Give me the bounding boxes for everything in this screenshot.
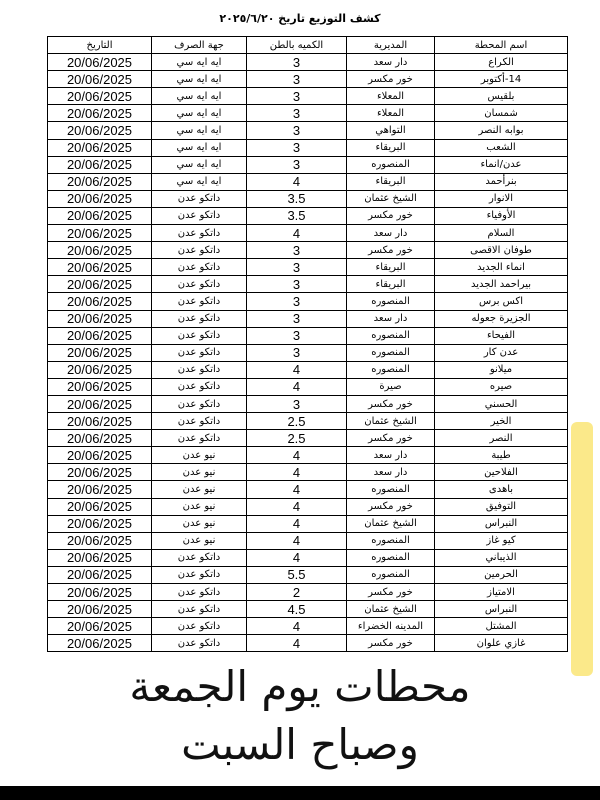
cell-directorate: التواهي <box>347 122 435 139</box>
cell-quantity: 3 <box>247 54 347 71</box>
table-row <box>48 122 568 139</box>
cell-payer: داتكو عدن <box>152 601 247 618</box>
table-row <box>48 344 568 361</box>
cell-directorate: دار سعد <box>347 310 435 327</box>
cell-quantity: 3 <box>247 156 347 173</box>
table-row <box>48 156 568 173</box>
cell-payer: نيو عدن <box>152 447 247 464</box>
cell-date: 20/06/2025 <box>48 464 152 481</box>
cell-date: 20/06/2025 <box>48 361 152 378</box>
cell-directorate: المعلاء <box>347 105 435 122</box>
cell-date: 20/06/2025 <box>48 105 152 122</box>
cell-quantity: 4 <box>247 447 347 464</box>
table-row <box>48 532 568 549</box>
cell-payer: ايه ايه سي <box>152 71 247 88</box>
cell-quantity: 3 <box>247 139 347 156</box>
cell-directorate: صيرة <box>347 378 435 395</box>
cell-directorate: خور مكسر <box>347 430 435 447</box>
table-row <box>48 276 568 293</box>
cell-payer: ايه ايه سي <box>152 156 247 173</box>
cell-quantity: 4.5 <box>247 601 347 618</box>
cell-date: 20/06/2025 <box>48 71 152 88</box>
cell-directorate: المدينه الخضراء <box>347 618 435 635</box>
cell-quantity: 3 <box>247 327 347 344</box>
cell-quantity: 4 <box>247 635 347 652</box>
cell-payer: داتكو عدن <box>152 259 247 276</box>
cell-payer: داتكو عدن <box>152 430 247 447</box>
table-body <box>48 54 568 652</box>
table-row <box>48 54 568 71</box>
cell-date: 20/06/2025 <box>48 293 152 310</box>
table-row <box>48 242 568 259</box>
cell-date: 20/06/2025 <box>48 344 152 361</box>
table-row <box>48 635 568 652</box>
cell-station: اكس برس <box>435 293 568 310</box>
cell-station: السلام <box>435 225 568 242</box>
cell-date: 20/06/2025 <box>48 549 152 566</box>
cell-directorate: المعلاء <box>347 88 435 105</box>
cell-station: بيراحمد الجديد <box>435 276 568 293</box>
cell-date: 20/06/2025 <box>48 139 152 156</box>
cell-directorate: البريقاء <box>347 276 435 293</box>
cell-station: 14-أكتوبر <box>435 71 568 88</box>
cell-date: 20/06/2025 <box>48 276 152 293</box>
table-row <box>48 395 568 412</box>
cell-quantity: 4 <box>247 481 347 498</box>
cell-station: التوفيق <box>435 498 568 515</box>
table-row <box>48 464 568 481</box>
cell-directorate: البريقاء <box>347 259 435 276</box>
cell-quantity: 2.5 <box>247 413 347 430</box>
table-row <box>48 190 568 207</box>
cell-quantity: 3 <box>247 242 347 259</box>
cell-directorate: المنصوره <box>347 549 435 566</box>
cell-station: غازي علوان <box>435 635 568 652</box>
cell-quantity: 3 <box>247 259 347 276</box>
table-row <box>48 549 568 566</box>
cell-station: النبراس <box>435 601 568 618</box>
cell-date: 20/06/2025 <box>48 378 152 395</box>
cell-station: بوابه النصر <box>435 122 568 139</box>
cell-quantity: 5.5 <box>247 566 347 583</box>
cell-quantity: 3 <box>247 88 347 105</box>
cell-quantity: 4 <box>247 549 347 566</box>
cell-station: طيبة <box>435 447 568 464</box>
header-quantity: الكميه بالطن <box>247 37 347 54</box>
cell-date: 20/06/2025 <box>48 173 152 190</box>
cell-quantity: 3 <box>247 344 347 361</box>
distribution-table <box>47 36 568 652</box>
cell-station: الفيحاء <box>435 327 568 344</box>
cell-quantity: 3 <box>247 395 347 412</box>
table-row <box>48 139 568 156</box>
table-row <box>48 430 568 447</box>
cell-date: 20/06/2025 <box>48 207 152 224</box>
table-row <box>48 498 568 515</box>
cell-date: 20/06/2025 <box>48 310 152 327</box>
table-header-row <box>48 37 568 54</box>
cell-directorate: خور مكسر <box>347 242 435 259</box>
cell-date: 20/06/2025 <box>48 242 152 259</box>
cell-date: 20/06/2025 <box>48 413 152 430</box>
cell-payer: نيو عدن <box>152 464 247 481</box>
cell-date: 20/06/2025 <box>48 122 152 139</box>
table-row <box>48 413 568 430</box>
page-title: كشف التوزيع تاريخ ٢٠٢٥/٦/٢٠ <box>219 12 381 25</box>
cell-payer: ايه ايه سي <box>152 105 247 122</box>
cell-date: 20/06/2025 <box>48 532 152 549</box>
cell-payer: داتكو عدن <box>152 190 247 207</box>
cell-quantity: 3 <box>247 105 347 122</box>
cell-quantity: 4 <box>247 515 347 532</box>
table-row <box>48 447 568 464</box>
table-row <box>48 584 568 601</box>
cell-payer: داتكو عدن <box>152 584 247 601</box>
cell-date: 20/06/2025 <box>48 190 152 207</box>
cell-date: 20/06/2025 <box>48 601 152 618</box>
cell-quantity: 3.5 <box>247 190 347 207</box>
cell-directorate: المنصوره <box>347 293 435 310</box>
table-row <box>48 481 568 498</box>
cell-payer: داتكو عدن <box>152 293 247 310</box>
header-directorate: المديرية <box>347 37 435 54</box>
cell-directorate: خور مكسر <box>347 584 435 601</box>
cell-station: بلقيس <box>435 88 568 105</box>
cell-directorate: المنصوره <box>347 327 435 344</box>
table-row <box>48 71 568 88</box>
cell-station: الفلاحين <box>435 464 568 481</box>
cell-station: الامتياز <box>435 584 568 601</box>
cell-quantity: 4 <box>247 378 347 395</box>
header-date: التاريخ <box>48 37 152 54</box>
cell-quantity: 4 <box>247 173 347 190</box>
cell-directorate: المنصوره <box>347 361 435 378</box>
cell-payer: نيو عدن <box>152 498 247 515</box>
cell-payer: داتكو عدن <box>152 361 247 378</box>
cell-directorate: خور مكسر <box>347 635 435 652</box>
cell-directorate: الشيخ عثمان <box>347 190 435 207</box>
cell-date: 20/06/2025 <box>48 515 152 532</box>
cell-directorate: المنصوره <box>347 156 435 173</box>
cell-directorate: خور مكسر <box>347 498 435 515</box>
header-station: اسم المحطة <box>435 37 568 54</box>
cell-station: كيو غاز <box>435 532 568 549</box>
cell-directorate: الشيخ عثمان <box>347 601 435 618</box>
cell-quantity: 4 <box>247 464 347 481</box>
table-row <box>48 378 568 395</box>
table-row <box>48 618 568 635</box>
cell-station: المشتل <box>435 618 568 635</box>
cell-station: الحرمين <box>435 566 568 583</box>
cell-quantity: 2 <box>247 584 347 601</box>
cell-station: النصر <box>435 430 568 447</box>
cell-payer: نيو عدن <box>152 515 247 532</box>
cell-payer: داتكو عدن <box>152 413 247 430</box>
cell-payer: ايه ايه سي <box>152 88 247 105</box>
cell-payer: نيو عدن <box>152 481 247 498</box>
cell-payer: داتكو عدن <box>152 378 247 395</box>
cell-payer: ايه ايه سي <box>152 173 247 190</box>
table-row <box>48 293 568 310</box>
cell-station: الكراع <box>435 54 568 71</box>
cell-quantity: 3 <box>247 71 347 88</box>
table-row <box>48 207 568 224</box>
cell-payer: داتكو عدن <box>152 344 247 361</box>
cell-date: 20/06/2025 <box>48 327 152 344</box>
cell-quantity: 4 <box>247 361 347 378</box>
cell-payer: داتكو عدن <box>152 225 247 242</box>
table-row <box>48 361 568 378</box>
cell-payer: داتكو عدن <box>152 310 247 327</box>
cell-quantity: 3 <box>247 276 347 293</box>
cell-directorate: خور مكسر <box>347 207 435 224</box>
cell-payer: داتكو عدن <box>152 635 247 652</box>
table-row <box>48 310 568 327</box>
cell-date: 20/06/2025 <box>48 395 152 412</box>
cell-station: ميلانو <box>435 361 568 378</box>
cell-date: 20/06/2025 <box>48 635 152 652</box>
cell-payer: داتكو عدن <box>152 242 247 259</box>
cell-date: 20/06/2025 <box>48 481 152 498</box>
table-row <box>48 327 568 344</box>
table-row <box>48 105 568 122</box>
cell-payer: ايه ايه سي <box>152 54 247 71</box>
table-row <box>48 566 568 583</box>
cell-date: 20/06/2025 <box>48 88 152 105</box>
cell-directorate: دار سعد <box>347 447 435 464</box>
bottom-black-bar <box>0 786 600 800</box>
cell-date: 20/06/2025 <box>48 447 152 464</box>
table-row <box>48 225 568 242</box>
caption-line-1: محطات يوم الجمعة <box>129 662 471 711</box>
cell-quantity: 4 <box>247 498 347 515</box>
cell-quantity: 3 <box>247 122 347 139</box>
cell-directorate: البريقاء <box>347 139 435 156</box>
cell-station: الحسني <box>435 395 568 412</box>
cell-directorate: البريقاء <box>347 173 435 190</box>
cell-payer: داتكو عدن <box>152 395 247 412</box>
cell-station: النبراس <box>435 515 568 532</box>
cell-date: 20/06/2025 <box>48 498 152 515</box>
cell-directorate: دار سعد <box>347 464 435 481</box>
cell-directorate: المنصوره <box>347 566 435 583</box>
header-payer: جهة الصرف <box>152 37 247 54</box>
cell-date: 20/06/2025 <box>48 430 152 447</box>
highlighter-mark <box>571 422 593 676</box>
cell-directorate: المنصوره <box>347 481 435 498</box>
cell-station: انماء الجديد <box>435 259 568 276</box>
cell-station: شمسان <box>435 105 568 122</box>
cell-station: صيره <box>435 378 568 395</box>
caption-line-2: وصباح السبت <box>181 720 419 769</box>
cell-station: الجزيرة جعوله <box>435 310 568 327</box>
cell-station: بنرأحمد <box>435 173 568 190</box>
cell-directorate: الشيخ عثمان <box>347 413 435 430</box>
cell-quantity: 3.5 <box>247 207 347 224</box>
cell-payer: داتكو عدن <box>152 566 247 583</box>
cell-station: طوفان الاقصى <box>435 242 568 259</box>
cell-payer: ايه ايه سي <box>152 122 247 139</box>
cell-station: الأوفياء <box>435 207 568 224</box>
cell-directorate: دار سعد <box>347 54 435 71</box>
cell-payer: داتكو عدن <box>152 618 247 635</box>
cell-payer: داتكو عدن <box>152 549 247 566</box>
table-row <box>48 259 568 276</box>
cell-payer: داتكو عدن <box>152 207 247 224</box>
cell-payer: نيو عدن <box>152 532 247 549</box>
cell-date: 20/06/2025 <box>48 259 152 276</box>
cell-station: الخير <box>435 413 568 430</box>
cell-station: باهدى <box>435 481 568 498</box>
cell-date: 20/06/2025 <box>48 156 152 173</box>
cell-date: 20/06/2025 <box>48 54 152 71</box>
cell-payer: داتكو عدن <box>152 276 247 293</box>
cell-date: 20/06/2025 <box>48 584 152 601</box>
table-row <box>48 88 568 105</box>
table-row <box>48 515 568 532</box>
cell-payer: ايه ايه سي <box>152 139 247 156</box>
table-row <box>48 173 568 190</box>
cell-quantity: 3 <box>247 293 347 310</box>
cell-date: 20/06/2025 <box>48 566 152 583</box>
cell-directorate: المنصوره <box>347 532 435 549</box>
cell-directorate: خور مكسر <box>347 395 435 412</box>
cell-directorate: المنصوره <box>347 344 435 361</box>
cell-station: عدن كار <box>435 344 568 361</box>
cell-date: 20/06/2025 <box>48 618 152 635</box>
cell-station: عدن/انماء <box>435 156 568 173</box>
cell-directorate: دار سعد <box>347 225 435 242</box>
cell-quantity: 4 <box>247 225 347 242</box>
cell-station: الذيباني <box>435 549 568 566</box>
cell-directorate: الشيخ عثمان <box>347 515 435 532</box>
cell-station: الشعب <box>435 139 568 156</box>
table-row <box>48 601 568 618</box>
cell-directorate: خور مكسر <box>347 71 435 88</box>
cell-quantity: 2.5 <box>247 430 347 447</box>
cell-quantity: 4 <box>247 618 347 635</box>
cell-date: 20/06/2025 <box>48 225 152 242</box>
cell-station: الانوار <box>435 190 568 207</box>
cell-payer: داتكو عدن <box>152 327 247 344</box>
cell-quantity: 3 <box>247 310 347 327</box>
cell-quantity: 4 <box>247 532 347 549</box>
